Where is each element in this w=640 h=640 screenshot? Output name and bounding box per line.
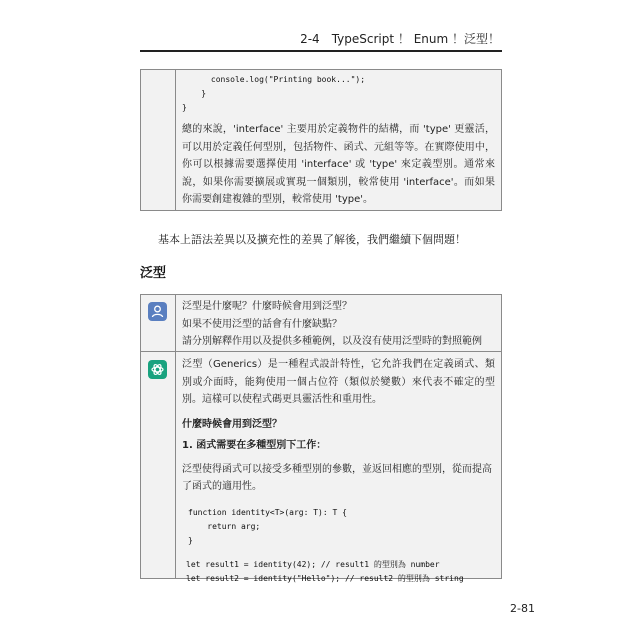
code-line: let result2 = identity("Hello"); // result2 的型別為 string <box>186 573 464 583</box>
assistant-item-heading: 1. 函式需要在多種型別下工作： <box>182 440 327 451</box>
assistant-item-text: 泛型使得函式可以接受多種型別的參數，並返回相應的型別，從而提高了函式的適用性。 <box>182 463 492 492</box>
assistant-question-heading: 什麼時候會用到泛型？ <box>182 418 282 430</box>
user-line: 泛型是什麼呢？什麼時候會用到泛型？ <box>182 301 352 312</box>
code-line: console.log("Printing book..."); <box>182 75 366 84</box>
code-block <box>182 506 495 548</box>
code-line: } <box>188 535 193 545</box>
user-icon <box>148 302 167 321</box>
running-header: 2-4 TypeScript ！ Enum ！泛型！ <box>300 32 500 46</box>
openai-logo-icon <box>148 360 167 379</box>
box-gutter <box>141 70 176 210</box>
page-number: 2-81 <box>510 602 535 615</box>
code-line: } <box>182 89 207 98</box>
header-rule <box>140 50 502 52</box>
code-block <box>182 558 495 586</box>
body-text: 基本上語法差異以及擴充性的差異了解後，我們繼續下個問題！ <box>158 233 466 246</box>
code-line: function identity<T>(arg: T): T { <box>188 507 347 517</box>
user-avatar <box>148 302 167 321</box>
section-title: 泛型 <box>140 266 167 281</box>
code-block <box>182 73 495 115</box>
message-divider <box>141 351 501 352</box>
code-line: return arg; <box>188 521 261 531</box>
answer-box-top <box>140 69 502 211</box>
assistant-avatar <box>148 360 167 379</box>
assistant-intro: 泛型（Generics）是一種程式設計特性，它允許我們在定義函式、類別或介面時，能夠使用一個占位符（類似於變數）來代表不確定的型別。這樣可以使程式碼更具靈活性和重用性。 <box>182 359 495 405</box>
user-line: 請分別解釋作用以及提供多種範例，以及沒有使用泛型時的對照範例 <box>182 336 482 347</box>
code-line: let result1 = identity(42); // result1 的型別為 number <box>186 559 440 569</box>
assistant-message <box>182 356 495 586</box>
code-line: } <box>182 103 187 112</box>
chat-box <box>140 294 502 583</box>
box-gutter <box>141 295 176 578</box>
user-message <box>182 298 495 351</box>
user-line: 如果不使用泛型的話會有什麼缺點？ <box>182 318 342 330</box>
summary-paragraph: 總的來說，'interface' 主要用於定義物件的結構，而 'type' 更靈活，可以用於定義任何型別，包括物件、函式、元組等等。在實際使用中，你可以根據需要選擇使用 'interface' 或 'type' 來定義型別。通常來說，如果你需要擴展或實現一個類別，較常使用 'interface'。而如果你需要創建複雜的型別，較常使用 'type'。 <box>182 124 495 205</box>
